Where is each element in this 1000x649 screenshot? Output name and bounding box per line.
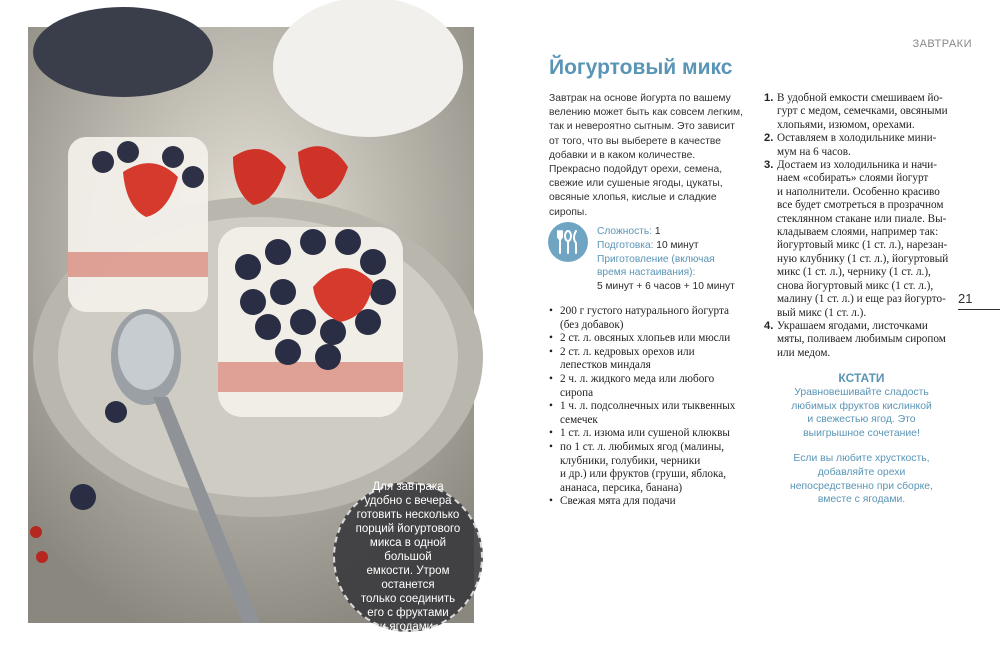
tip-paragraph [764, 386, 959, 440]
intro-line: Прекрасно подойдут орехи, семена, [549, 164, 723, 176]
step-line: снова йогуртовый микс (1 ст. л.), [777, 279, 934, 292]
intro-line: от того, что вы выберете в качестве [549, 135, 721, 147]
photo-caption-bubble [333, 482, 483, 632]
section-header: ЗАВТРАКИ [912, 38, 972, 50]
cutlery-icon [548, 222, 588, 262]
ingredient-line: • 2 ст. л. кедровых орехов или [560, 345, 695, 358]
ingredient-line: • по 1 ст. л. любимых ягод (малины, [560, 440, 725, 453]
tip-line: непосредственно при сборке, [790, 480, 933, 492]
tip-line: любимых фруктов кислинкой [791, 400, 932, 412]
step-line: Достаем из холодильника и начи- [777, 159, 937, 172]
caption-line: порций йогуртового [355, 523, 461, 535]
page-number: 21 [958, 291, 973, 306]
ingredient-line: • 1 ч. л. подсолнечных или тыквенных [560, 400, 736, 413]
tip-line: и свежестью ягод. Это [807, 414, 916, 426]
intro-line: Завтрак на основе йогурта по вашему [549, 93, 731, 104]
step-number: 3. [764, 159, 774, 172]
step-number: 1. [764, 92, 774, 104]
list-item [549, 495, 749, 509]
caption-line: емкости. Утром останется [366, 565, 450, 591]
list-item [549, 332, 749, 346]
tip-line: Уравновешивайте сладость [794, 387, 929, 398]
step-line: и наполнители. Особенно красиво [777, 185, 940, 198]
step-item [764, 320, 959, 360]
step-number: 4. [764, 319, 774, 332]
difficulty-label: Сложность: [597, 226, 652, 237]
ingredient-line: • 1 ст. л. изюма или сушеной клюквы [560, 427, 730, 440]
ingredient-line: сиропа [560, 386, 594, 399]
intro-line: свежие или сушеные ягоды, цукаты, [549, 178, 723, 190]
step-line: вый микс (1 ст. л.). [777, 306, 867, 319]
difficulty-row [597, 225, 757, 239]
ingredient-line: • 2 ч. л. жидкого меда или любого [560, 372, 715, 385]
step-line: мум на 6 часов. [777, 145, 851, 158]
ingredient-line: семечек [560, 413, 598, 426]
cook-label-line: Приготовление (включая [597, 253, 715, 265]
ingredient-line: лепестков миндаля [560, 359, 651, 372]
step-line: мяты, поливаем любимым сиропом [777, 333, 946, 346]
recipe-photo [28, 27, 474, 633]
steps-list [764, 92, 959, 360]
ingredient-line: (без добавок) [560, 318, 624, 331]
prep-value: 10 минут [656, 239, 699, 251]
step-line: стеклянном стакане или пиале. Вы- [777, 212, 947, 225]
caption-line: удобно с вечера [364, 495, 452, 507]
step-item [764, 159, 959, 320]
ingredient-line: и др.) или фруктов (груши, яблока, [560, 468, 727, 481]
tip-line: добавляйте орехи [817, 466, 906, 478]
list-item [549, 373, 749, 400]
intro-line: добавки и в каком количестве. [549, 149, 696, 161]
step-line: все будет смотреться в прозрачном [777, 199, 944, 212]
recipe-title: Йогуртовый микс [549, 56, 733, 79]
ingredient-line: • 2 ст. л. овсяных хлопьев или мюсли [560, 332, 731, 345]
tip-paragraph [764, 452, 959, 506]
step-line: наем «собирать» слоями йогурт [777, 172, 929, 185]
caption-line: только соединить [360, 593, 456, 605]
caption-line: и ягодами. [379, 621, 437, 633]
list-item [549, 441, 749, 495]
step-line: ную клубнику (1 ст. л.), йогуртовый [777, 252, 949, 265]
step-line: микс (1 ст. л.), чернику (1 ст. л.), [777, 266, 931, 279]
step-line: Украшаем ягодами, листочками [777, 319, 928, 332]
step-line: малину (1 ст. л.) и еще раз йогурто- [777, 293, 946, 306]
intro-line: сиропы. [549, 206, 588, 218]
tip-line: Если вы любите хрусткость, [793, 453, 930, 465]
list-item [549, 305, 749, 332]
step-line: В удобной емкости смешиваем йо- [777, 92, 943, 104]
step-item [764, 92, 959, 132]
difficulty-value: 1 [654, 226, 661, 237]
step-line: йогуртовый микс (1 ст. л.), нарезан- [777, 239, 948, 252]
caption-line: его с фруктами [367, 607, 449, 619]
prep-label: Подготовка: [597, 239, 654, 251]
step-item [764, 132, 959, 159]
tip-line: выигрышное сочетание! [803, 427, 920, 439]
photo-caption [349, 480, 467, 634]
list-item [549, 400, 749, 427]
intro-line: велению может быть как совсем легким, [549, 107, 743, 119]
intro-line: овсяные хлопья, кислые и сладкие [549, 192, 717, 204]
recipe-intro [549, 92, 744, 220]
caption-line: Для завтрака [372, 481, 444, 493]
step-line: Оставляем в холодильнике мини- [777, 132, 937, 145]
step-line: хлопьями, изюмом, орехами. [777, 118, 915, 131]
caption-line: микса в одной большой [369, 537, 447, 563]
step-line: или медом. [777, 346, 831, 359]
ingredient-line: клубники, голубики, черники [560, 454, 701, 467]
cook-label [597, 253, 757, 281]
list-item [549, 346, 749, 373]
ingredients-list [549, 305, 749, 509]
step-number: 2. [764, 132, 774, 145]
ingredient-line: • Свежая мята для подачи [560, 495, 676, 508]
prep-row [597, 239, 757, 253]
cook-label-line: время настаивания): [597, 267, 696, 279]
tip-text [764, 386, 959, 519]
step-line: кладываем слоями, например так: [777, 226, 939, 239]
caption-line: готовить несколько [356, 509, 460, 521]
ingredient-line: • 200 г густого натурального йогурта [560, 305, 729, 317]
intro-line: так и невероятно сытным. Это зависит [549, 121, 735, 133]
recipe-info [597, 225, 757, 294]
tip-line: вместе с ягодами. [817, 494, 906, 506]
cook-value: 5 минут + 6 часов + 10 минут [597, 281, 735, 293]
page-number-rule [958, 309, 1000, 310]
step-line: гурт с медом, семечками, овсяными [777, 105, 948, 118]
ingredient-line: ананаса, персика, банана) [560, 481, 683, 494]
list-item [549, 427, 749, 441]
tip-title: КСТАТИ [838, 371, 885, 385]
